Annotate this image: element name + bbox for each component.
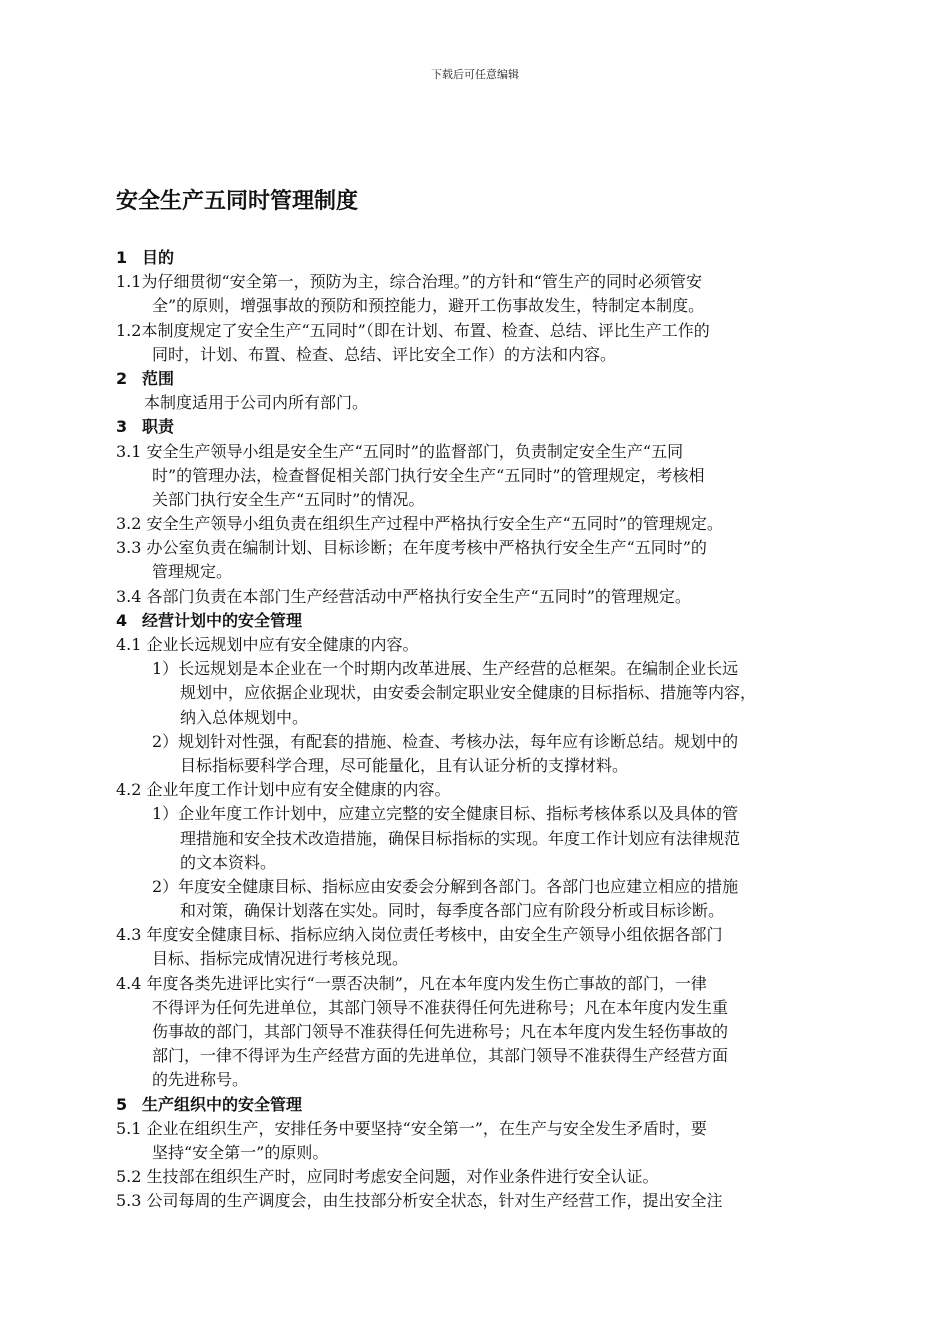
list-item-line: 规划中，应依据企业现状，由安委会制定职业安全健康的目标指标、措施等内容， [180,683,757,703]
list-item-line: 目标指标要科学合理，尽可能量化，且有认证分析的支撑材料。 [180,755,629,775]
paragraph-line: 伤事故的部门，其部门领导不准获得任何先进称号；凡在本年度内发生轻伤事故的 [152,1022,729,1041]
document-title: 安全生产五同时管理制度 [116,189,359,214]
paragraph-line: 部门，一律不得评为生产经营方面的先进单位，其部门领导不准获得生产经营方面 [152,1046,729,1066]
section-title: 职责 [142,417,175,437]
header-note: 下载后可任意编辑 [431,68,519,81]
paragraph-line: 4.2 企业年度工作计划中应有安全健康的内容。 [116,780,451,800]
section-title: 目的 [142,248,175,267]
paragraph-line: 5.3 公司每周的生产调度会，由生技部分析安全状态，针对生产经营工作，提出安全注 [116,1191,723,1211]
paragraph-line: 管理规定。 [152,562,233,582]
paragraph-line: 1.2本制度规定了安全生产“五同时”（即在计划、布置、检查、总结、评比生产工作的 [116,320,710,340]
paragraph-line: 4.1 企业长远规划中应有安全健康的内容。 [116,635,419,654]
section-heading-production [116,1093,876,1117]
document-body [116,246,876,1214]
section-number: 3 [116,417,128,437]
section-number: 1 [116,248,128,267]
section-number: 4 [116,610,128,630]
section-heading-purpose [116,246,876,270]
list-item-line: 的文本资料。 [180,852,277,872]
paragraph-line: 同时，计划、布置、检查、总结、评比安全工作）的方法和内容。 [152,344,617,364]
paragraph-line: 5.2 生技部在组织生产时，应同时考虑安全问题，对作业条件进行安全认证。 [116,1167,659,1187]
section-title: 范围 [142,368,175,388]
paragraph-line: 5.1 企业在组织生产，安排任务中要坚持“安全第一”，在生产与安全发生矛盾时，要 [116,1118,707,1138]
paragraph-line: 全”的原则，增强事故的预防和预控能力，避开工伤事故发生，特制定本制度。 [152,296,705,316]
paragraph-line: 时”的管理办法，检查督促相关部门执行安全生产“五同时”的管理规定，考核相 [152,465,705,485]
paragraph-line: 关部门执行安全生产“五同时”的情况。 [152,489,425,509]
section-heading-responsibilities [116,415,876,439]
paragraph-line: 4.3 年度安全健康目标、指标应纳入岗位责任考核中，由安全生产领导小组依据各部门 [116,925,723,945]
paragraph-line: 的先进称号。 [152,1070,249,1090]
paragraph-line: 坚持“安全第一”的原则。 [152,1142,329,1162]
paragraph-line: 目标、指标完成情况进行考核兑现。 [152,949,409,969]
paragraph-line: 1.1为仔细贯彻“安全第一，预防为主，综合治理。”的方针和“管生产的同时必须管安 [116,272,702,292]
section-number: 5 [116,1094,128,1114]
paragraph-line: 不得评为任何先进单位，其部门领导不准获得任何先进称号；凡在本年度内发生重 [152,997,729,1017]
paragraph-line: 本制度适用于公司内所有部门。 [144,393,369,413]
section-heading-scope [116,367,876,391]
list-item-line: 和对策，确保计划落在实处。同时，每季度各部门应有阶段分析或目标诊断。 [180,901,725,921]
paragraph-line: 3.4 各部门负责在本部门生产经营活动中严格执行安全生产“五同时”的管理规定。 [116,586,691,606]
paragraph-line: 3.3 办公室负责在编制计划、目标诊断；在年度考核中严格执行安全生产“五同时”的 [116,538,707,558]
list-item-line: 1）长远规划是本企业在一个时期内改革进展、生产经营的总框架。在编制企业长远 [152,659,739,679]
list-item-line: 1）企业年度工作计划中，应建立完整的安全健康目标、指标考核体系以及具体的管 [152,804,739,824]
list-item-line: 纳入总体规划中。 [180,707,309,727]
section-title: 经营计划中的安全管理 [142,610,303,630]
list-item-line: 2）规划针对性强，有配套的措施、检查、考核办法，每年应有诊断总结。规划中的 [152,731,739,751]
section-number: 2 [116,368,128,388]
section-heading-business-plan [116,609,876,633]
list-item-line: 理措施和安全技术改造措施，确保目标指标的实现。年度工作计划应有法律规范 [180,828,741,848]
section-title: 生产组织中的安全管理 [142,1094,303,1114]
list-item-line: 2）年度安全健康目标、指标应由安委会分解到各部门。各部门也应建立相应的措施 [152,876,739,896]
paragraph-line: 3.1 安全生产领导小组是安全生产“五同时”的监督部门，负责制定安全生产“五同 [116,441,684,461]
paragraph-line: 3.2 安全生产领导小组负责在组织生产过程中严格执行安全生产“五同时”的管理规定。 [116,514,723,534]
paragraph-line: 4.4 年度各类先进评比实行“一票否决制”，凡在本年度内发生伤亡事故的部门，一律 [116,973,707,993]
